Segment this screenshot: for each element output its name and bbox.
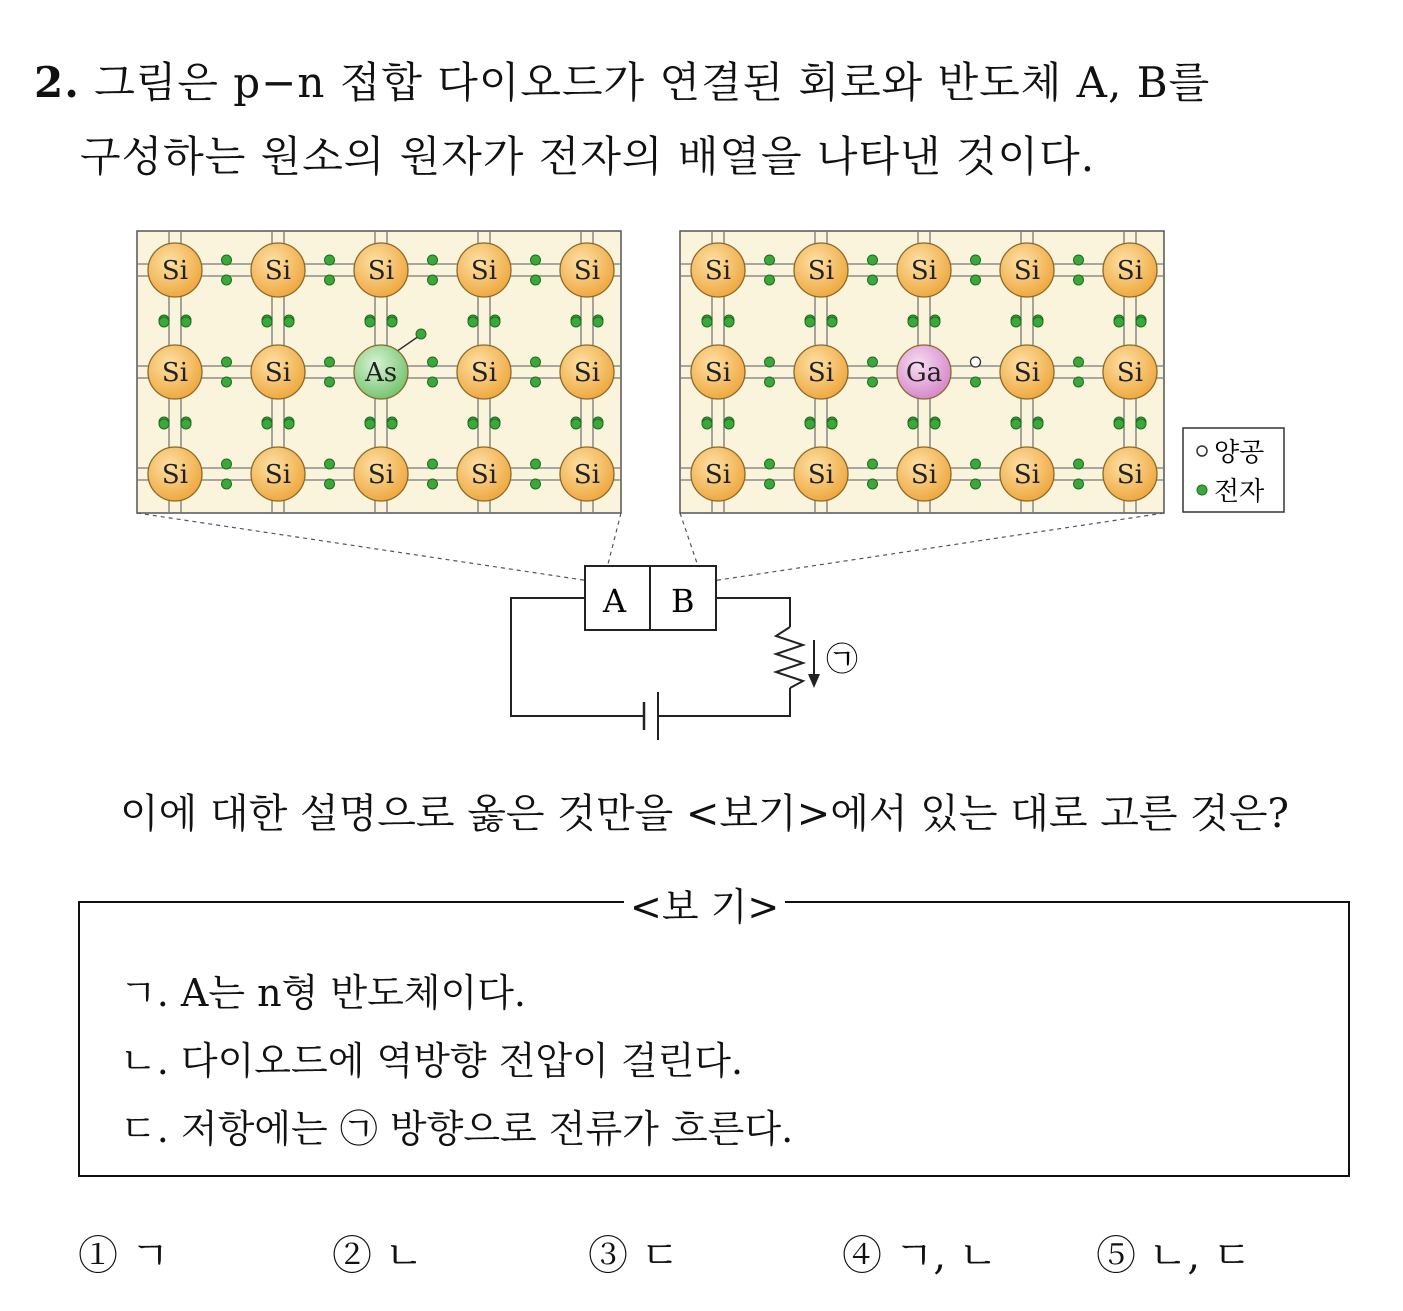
electron-dot [222, 459, 232, 469]
electron-dot [765, 255, 775, 265]
electron-dot [222, 357, 232, 367]
electron-dot [868, 479, 878, 489]
bogi-item-1: ㄱ. A는 n형 반도체이다. [120, 971, 526, 1015]
electron-dot [325, 357, 335, 367]
electron-dot [387, 419, 397, 429]
electron-dot [428, 357, 438, 367]
atom-label: Si [264, 256, 292, 286]
electron-dot [262, 419, 272, 429]
electron-dot [365, 419, 375, 429]
electron-dot [765, 377, 775, 387]
atom-label: Si [807, 460, 835, 490]
legend [1183, 428, 1284, 512]
electron-dot [428, 255, 438, 265]
atom-label: Si [573, 358, 601, 388]
electron-dot [325, 459, 335, 469]
electron-dot [593, 317, 603, 327]
electron-dot [868, 275, 878, 285]
electron-dot [531, 479, 541, 489]
electron-dot [365, 317, 375, 327]
electron-dot [531, 275, 541, 285]
atom-label: Si [573, 256, 601, 286]
p-type-lattice [680, 231, 1164, 513]
electron-dot [571, 317, 581, 327]
electron-dot [571, 419, 581, 429]
resistor [776, 627, 803, 688]
extra-electron [416, 329, 426, 339]
atom-label: Si [470, 256, 498, 286]
electron-dot [159, 317, 169, 327]
electron-dot [1074, 459, 1084, 469]
electron-dot [428, 377, 438, 387]
electron-dot [531, 459, 541, 469]
hole-dot [971, 357, 981, 367]
electron-dot [1033, 419, 1043, 429]
electron-dot [222, 255, 232, 265]
bogi-item-3: ㄷ. 저항에는 ㉠ 방향으로 전류가 흐른다. [120, 1107, 794, 1151]
question-prompt: 이에 대한 설명으로 옳은 것만을 <보기>에서 있는 대로 고른 것은? [120, 791, 1289, 837]
electron-dot [428, 479, 438, 489]
electron-dot [1114, 317, 1124, 327]
electron-dot [971, 479, 981, 489]
electron-dot [222, 377, 232, 387]
atom-label: Si [910, 256, 938, 286]
electron-dot [702, 419, 712, 429]
choice-4[interactable]: ④ ㄱ, ㄴ [842, 1233, 998, 1279]
electron-dot [325, 275, 335, 285]
atom-label: Si [470, 358, 498, 388]
electron-dot [159, 419, 169, 429]
electron-dot [531, 377, 541, 387]
electron-dot [765, 459, 775, 469]
electron-dot [468, 317, 478, 327]
electron-dot [765, 479, 775, 489]
atom-label: Si [161, 460, 189, 490]
electron-dot [284, 317, 294, 327]
question-line-2: 구성하는 원소의 원자가 전자의 배열을 나타낸 것이다. [80, 132, 1096, 181]
atom-label: Si [704, 256, 732, 286]
electron-dot [1074, 275, 1084, 285]
electron-dot [1074, 255, 1084, 265]
electron-dot [262, 317, 272, 327]
choice-3[interactable]: ③ ㄷ [588, 1233, 680, 1279]
atom-label: Si [1116, 460, 1144, 490]
electron-dot [971, 255, 981, 265]
electron-dot [1074, 357, 1084, 367]
electron-dot [765, 357, 775, 367]
legend-electron-label: 전자 [1214, 477, 1265, 507]
electron-dot [930, 317, 940, 327]
atom-label: Si [910, 460, 938, 490]
atom-label: Si [264, 358, 292, 388]
atom-label: Si [704, 358, 732, 388]
electron-dot [387, 317, 397, 327]
electron-dot [1074, 377, 1084, 387]
electron-dot [930, 419, 940, 429]
atom-label: Si [1116, 358, 1144, 388]
electron-dot [428, 459, 438, 469]
legend-hole-label: 양공 [1214, 438, 1265, 468]
electron-dot [1033, 317, 1043, 327]
electron-dot [724, 317, 734, 327]
diode-label-a: A [603, 582, 627, 620]
hole-icon [1197, 446, 1207, 456]
atom-label: Si [161, 256, 189, 286]
electron-dot [1136, 317, 1146, 327]
electron-dot [908, 419, 918, 429]
electron-dot [827, 317, 837, 327]
electron-dot [468, 419, 478, 429]
atom-label: Ga [905, 358, 943, 388]
electron-dot [490, 317, 500, 327]
electron-dot [868, 459, 878, 469]
bogi-title: <보 기> [624, 876, 785, 931]
electron-dot [222, 479, 232, 489]
n-type-lattice [137, 231, 621, 513]
atom-label: Si [264, 460, 292, 490]
atom-label: Si [367, 256, 395, 286]
electron-dot [1074, 479, 1084, 489]
electron-icon [1197, 485, 1207, 495]
electron-dot [222, 275, 232, 285]
atom-label: Si [1013, 256, 1041, 286]
electron-dot [1011, 419, 1021, 429]
current-arrow-head [808, 674, 820, 688]
atom-label: Si [1116, 256, 1144, 286]
electron-dot [428, 275, 438, 285]
electron-dot [868, 255, 878, 265]
electron-dot [765, 275, 775, 285]
electron-dot [325, 479, 335, 489]
atom-label: Si [807, 256, 835, 286]
atom-label: Si [1013, 358, 1041, 388]
electron-dot [868, 357, 878, 367]
electron-dot [531, 357, 541, 367]
electron-dot [490, 419, 500, 429]
circuit [511, 566, 814, 740]
electron-dot [1136, 419, 1146, 429]
bogi-item-2: ㄴ. 다이오드에 역방향 전압이 걸린다. [120, 1039, 744, 1083]
electron-dot [325, 377, 335, 387]
atom-label: Si [1013, 460, 1041, 490]
current-label: ㉠ [826, 640, 859, 678]
electron-dot [827, 419, 837, 429]
electron-dot [284, 419, 294, 429]
electron-dot [1011, 317, 1021, 327]
electron-dot [702, 317, 712, 327]
electron-dot [1114, 419, 1124, 429]
atom-label: Si [704, 460, 732, 490]
electron-dot [971, 377, 981, 387]
electron-dot [181, 419, 191, 429]
electron-dot [805, 419, 815, 429]
choice-5[interactable]: ⑤ ㄴ, ㄷ [1096, 1233, 1252, 1279]
atom-label: Si [367, 460, 395, 490]
electron-dot [971, 275, 981, 285]
electron-dot [181, 317, 191, 327]
electron-dot [531, 255, 541, 265]
electron-dot [868, 377, 878, 387]
diode-label-b: B [671, 582, 695, 620]
electron-dot [908, 317, 918, 327]
choice-1[interactable]: ① ㄱ [78, 1233, 170, 1279]
atom-label: Si [807, 358, 835, 388]
atom-label: As [364, 358, 398, 388]
atom-label: Si [470, 460, 498, 490]
electron-dot [724, 419, 734, 429]
electron-dot [971, 459, 981, 469]
electron-dot [805, 317, 815, 327]
atom-label: Si [573, 460, 601, 490]
question-text-1: 그림은 p−n 접합 다이오드가 연결된 회로와 반도체 A, B를 [94, 58, 1211, 107]
electron-dot [325, 255, 335, 265]
electron-dot [593, 419, 603, 429]
atom-label: Si [161, 358, 189, 388]
choice-2[interactable]: ② ㄴ [332, 1233, 424, 1279]
question-number: 2. [34, 58, 80, 107]
